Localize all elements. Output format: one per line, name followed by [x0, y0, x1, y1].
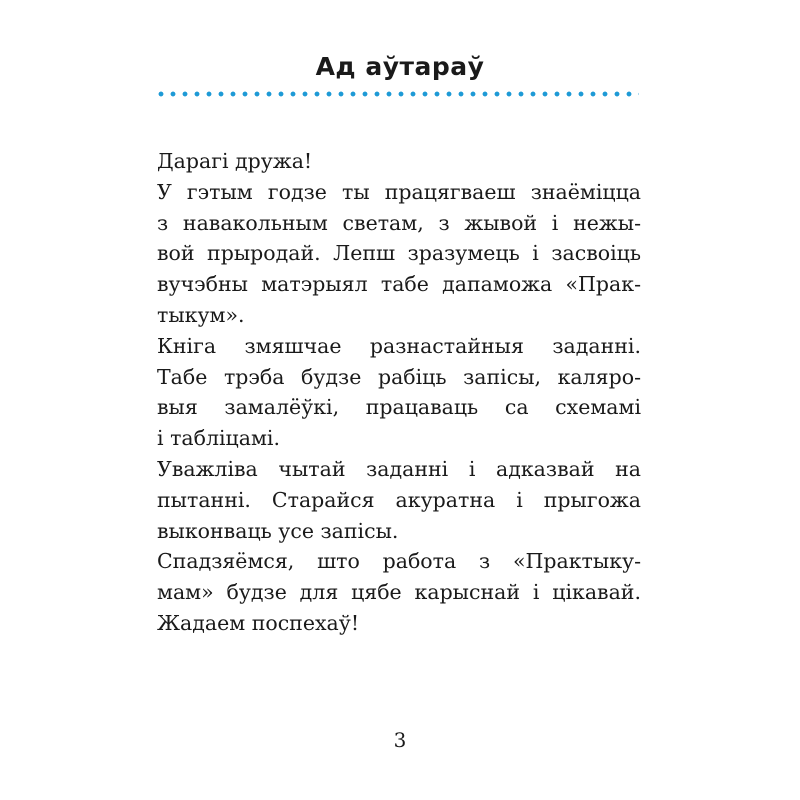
text-line: вой прыродай. Лепш зразумець і засвоіць	[157, 241, 641, 266]
text-line: і табліцамі.	[157, 426, 280, 451]
text-line: Дарагі дружа!	[157, 149, 313, 173]
text-line: пытанні. Старайся акуратна і прыгожа	[157, 487, 641, 512]
text-line: вучэбны матэрыял табе дапаможа «Прак-	[157, 272, 641, 297]
dotted-divider	[155, 91, 639, 97]
text-line: У гэтым годзе ты працягваеш знаёміцца	[157, 179, 641, 204]
text-line: тыкум».	[157, 302, 245, 327]
text-line: з навакольным светам, з жывой і нежы-	[157, 210, 641, 235]
text-line: Табе трэба будзе рабіць запісы, каляро-	[157, 364, 641, 389]
text-line: выя замалёўкі, працаваць са схемамі	[157, 395, 641, 420]
text-line: Кніга змяшчае разнастайныя заданні.	[157, 333, 641, 358]
text-line: Уважліва чытай заданні і адказвай на	[157, 456, 641, 481]
text-line: Жадаем поспехаў!	[157, 610, 360, 635]
page-number: 3	[393, 728, 407, 752]
text-line: мам» будзе для цябе карыснай і цікавай.	[157, 580, 641, 605]
text-line: выконваць усе запісы.	[157, 518, 399, 543]
foreword-text	[157, 146, 641, 639]
text-line: Спадзяёмся, што работа з «Практыку-	[157, 549, 641, 574]
page-title: Ад аўтараў	[315, 52, 485, 81]
